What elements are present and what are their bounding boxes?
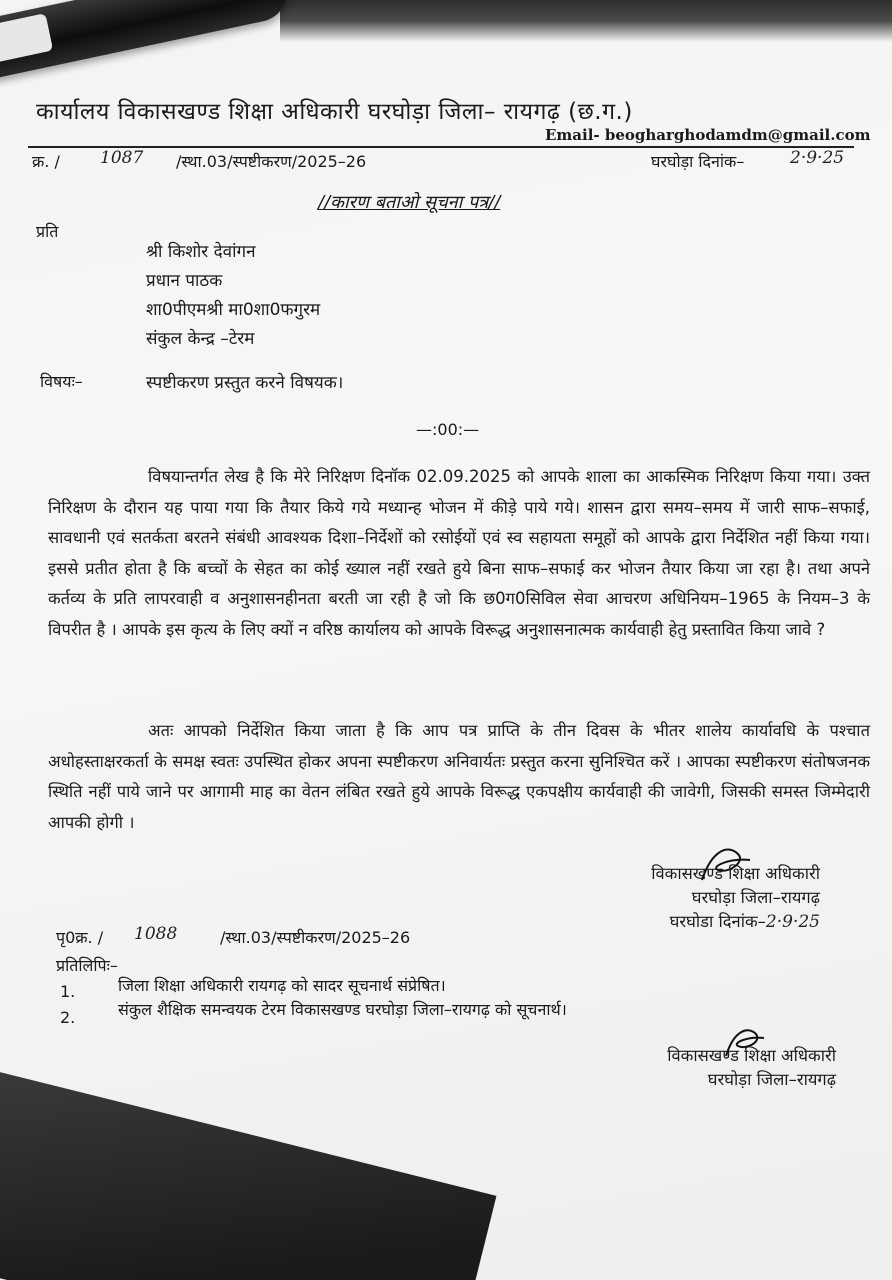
office-email: Email- beogharghodamdm@gmail.com <box>545 126 871 144</box>
ref-date-label: घरघोड़ा दिनांक– <box>651 152 745 171</box>
body-paragraph-2: अतः आपको निर्देशित किया जाता है कि आप पत्र प्राप्ति के तीन दिवस के भीतर शालेय कार्यावधि के पश्चात अधोहस्ताक्षरकर्ता के समक्ष स्वतः उपस्थित होकर अपना स्पष्टीकरण अनिवार्यतः प्रस्तुत करना सुनिश्चित करें । आपका स्पष्टीकरण संतोषजनक स्थिति नहीं पाये जाने पर आगामी माह का वेतन लंबित रखते हुये आपके विरूद्ध एकपक्षीय कार्यवाही की जावेगी, जिसकी समस्त जिम्मेदारी आपकी होगी । <box>48 721 870 832</box>
ref-prefix: क्र. / <box>32 152 60 171</box>
recipient-cluster: संकुल केन्द्र –टेरम <box>146 329 255 349</box>
copy-ref-prefix: पृ0क्र. / <box>56 928 104 947</box>
recipient-designation: प्रधान पाठक <box>146 271 223 291</box>
copy-item-2-text: संकुल शैक्षिक समन्वयक टेरम विकासखण्ड घरघोड़ा जिला–रायगढ़ को सूचनार्थ। <box>118 1000 567 1019</box>
notice-title: //कारण बताओ सूचना पत्र// <box>318 192 501 213</box>
signatory-place-1: घरघोड़ा जिला–रायगढ़ <box>691 888 820 907</box>
subject-label: विषयः– <box>40 372 83 391</box>
copies-label: प्रतिलिपिः– <box>56 956 118 975</box>
body-paragraph-1: विषयान्तर्गत लेख है कि मेरे निरिक्षण दिनॉक 02.09.2025 को आपके शाला का आकस्मिक निरिक्षण किया गया। उक्त निरिक्षण के दौरान यह पाया गया कि तैयार किये गये मध्यान्ह भोजन में कीड़े पाये गये। शासन द्वारा समय–समय में जारी साफ–सफाई, सावधानी एवं सतर्कता बरतने संबंधी आवश्यक दिशा–निर्देशों को रसोईयों एवं स्व सहायता समूहों को आपके द्वारा निर्देशित नहीं किया गया। इससे प्रतीत होता है कि बच्चों के सेहत का कोई ख्याल नहीं रखते हुये बिना साफ–सफाई कर भोजन तैयार किया जा रहा है। तथा अपने कर्तव्य के प्रति लापरवाही व अनुशासनहीनता बरती जा रही है जो कि छ0ग0सिविल सेवा आचरण अधिनियम–1965 के नियम–3 के विपरीत है । आपके इस कृत्य के लिए क्यों न वरिष्ठ कार्यालय को आपके विरूद्ध अनुशासनात्मक कार्यवाही हेतु प्रस्तावित किया जावे ? <box>48 467 870 639</box>
subject-text: स्पष्टीकरण प्रस्तुत करने विषयक। <box>146 373 344 393</box>
copy-item-1-num: 1. <box>60 982 76 1001</box>
shadow-top <box>280 0 892 42</box>
to-label: प्रति <box>36 222 59 241</box>
ref-number: 1087 <box>100 148 144 168</box>
signatory-place-2: घरघोड़ा जिला–रायगढ़ <box>707 1070 836 1089</box>
header-rule <box>28 146 854 148</box>
signature-date-handwritten: 2·9·25 <box>765 912 820 932</box>
signatory-title-1: विकासखण्ड शिक्षा अधिकारी <box>651 864 820 883</box>
recipient-name: श्री किशोर देवांगन <box>146 242 256 262</box>
signature-block-2 <box>667 1044 836 1092</box>
office-header: कार्यालय विकासखण्ड शिक्षा अधिकारी घरघोड़ा जिला– रायगढ़ (छ.ग.) <box>36 99 633 125</box>
recipient-block <box>146 238 320 354</box>
copy-ref-code: /स्था.03/स्पष्टीकरण/2025–26 <box>220 928 411 947</box>
separator: —:00:— <box>416 420 480 439</box>
copy-item-2-num: 2. <box>60 1008 76 1027</box>
signatory-title-2: विकासखण्ड शिक्षा अधिकारी <box>667 1046 836 1065</box>
signatory-date-1: घरघोडा दिनांक–2·9·25 <box>669 912 820 932</box>
shadow-bottom <box>0 1070 496 1280</box>
signature-block-1 <box>651 862 820 934</box>
copy-ref-number: 1088 <box>134 924 178 944</box>
ref-date: 2·9·25 <box>790 148 845 168</box>
copy-item-1-text: जिला शिक्षा अधिकारी रायगढ़ को सादर सूचनार्थ संप्रेषित। <box>118 976 446 995</box>
ref-code: /स्था.03/स्पष्टीकरण/2025–26 <box>176 152 367 171</box>
recipient-school: शा0पीएमश्री मा0शा0फगुरम <box>146 300 321 320</box>
